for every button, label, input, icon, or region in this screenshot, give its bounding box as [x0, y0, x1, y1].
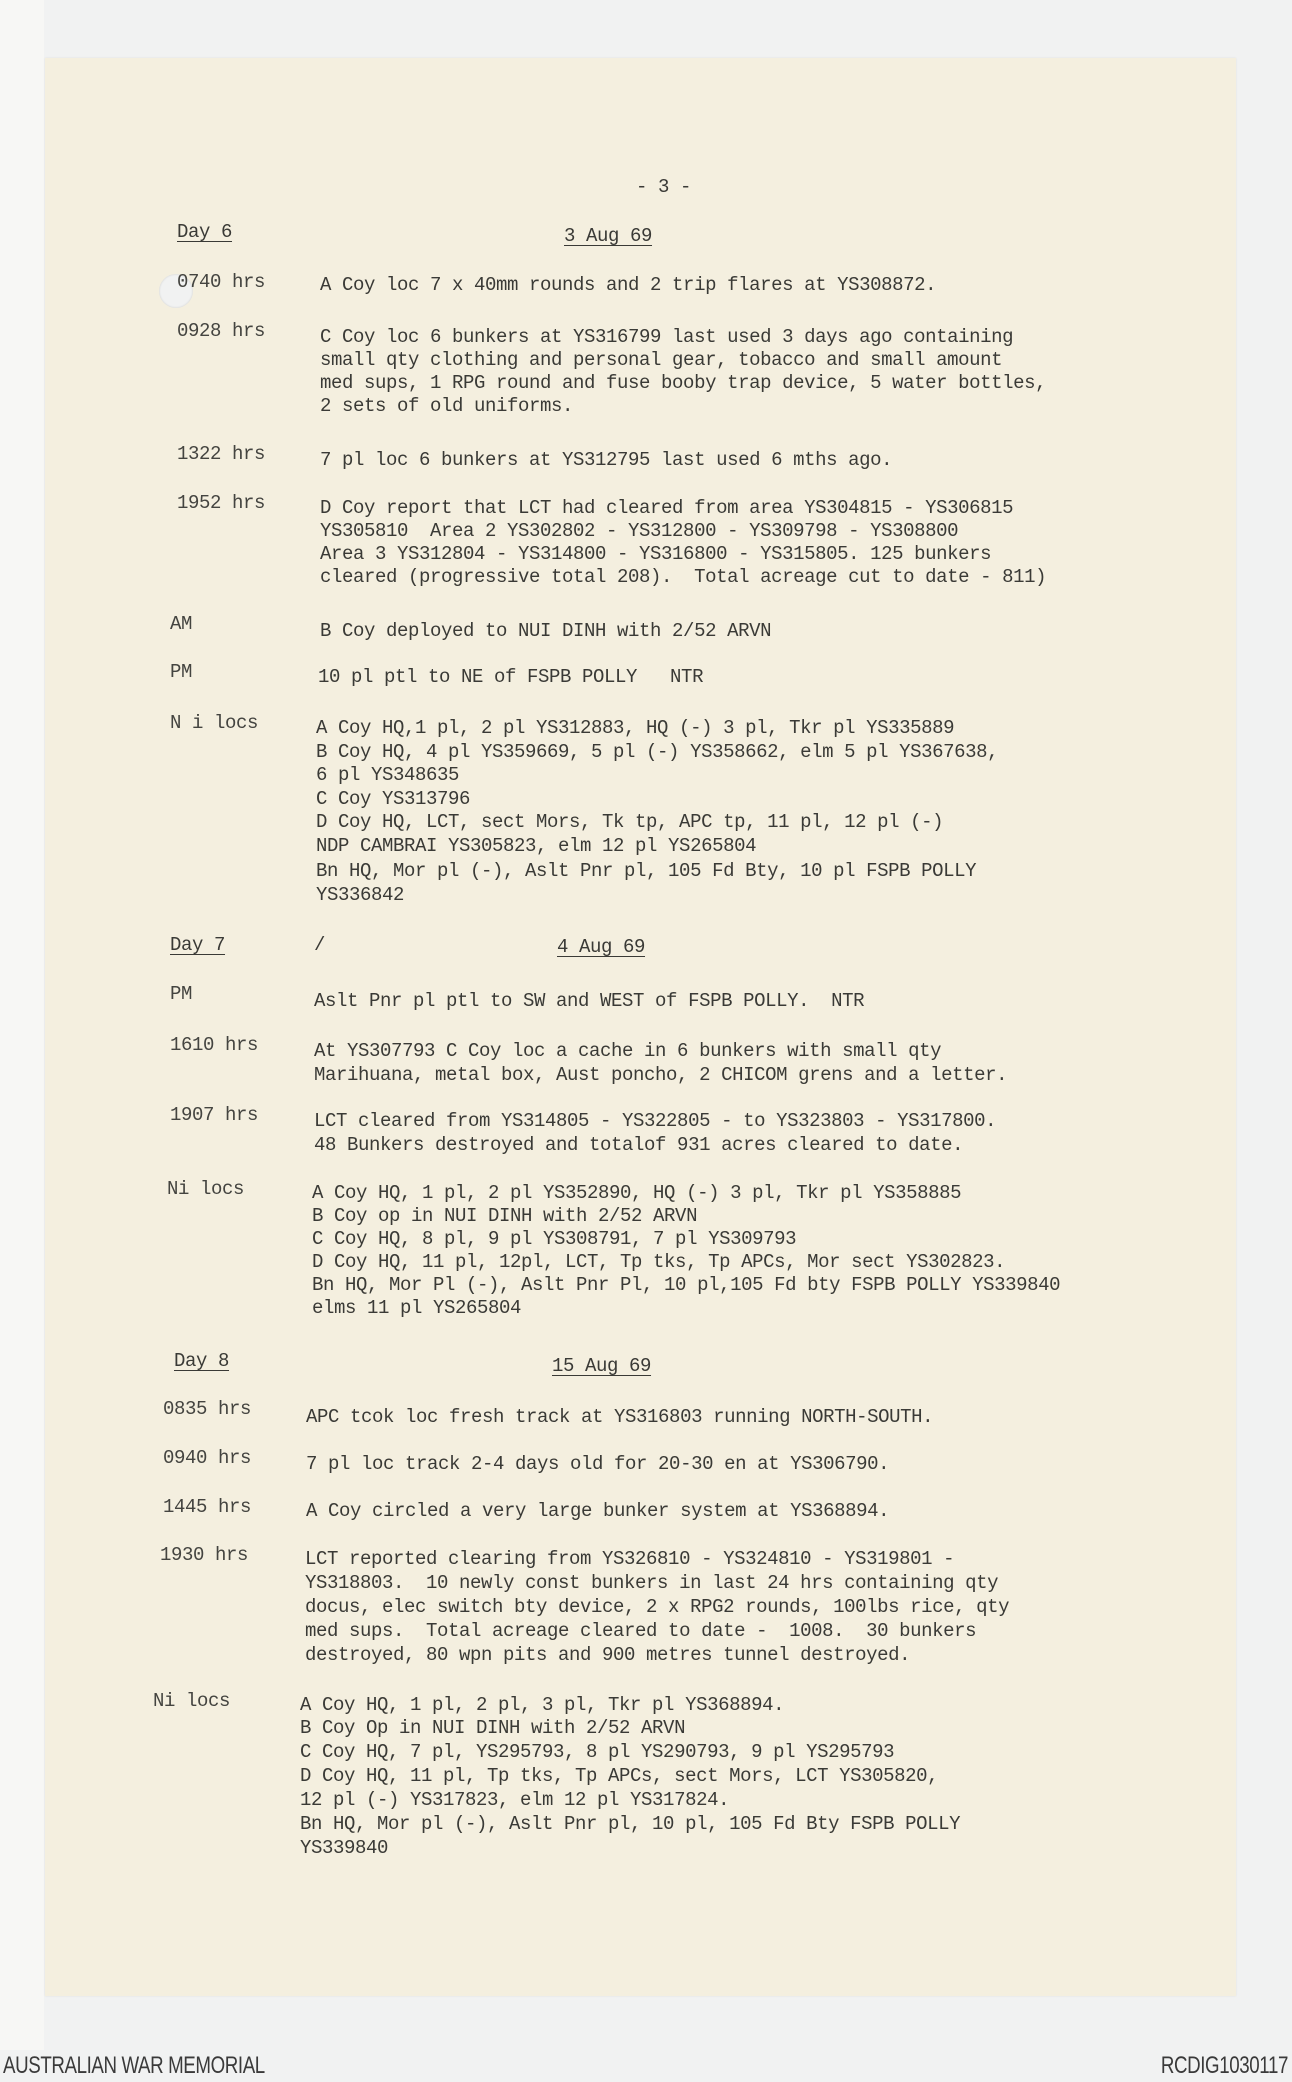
entry-time: Ni locs: [153, 1690, 231, 1712]
entry-text: Aslt Pnr pl ptl to SW and WEST of FSPB POLLY. NTR: [314, 990, 865, 1012]
entry-time: AM: [170, 613, 193, 635]
entry-text: YS305810 Area 2 YS302802 - YS312800 - YS309798 - YS308800: [320, 520, 959, 542]
day-heading: Day 7: [170, 934, 226, 956]
entry-text: docus, elec switch bty device, 2 x RPG2 rounds, 100lbs rice, qty: [305, 1596, 1010, 1618]
entry-time: 1610 hrs: [170, 1034, 259, 1056]
entry-text: APC tcok loc fresh track at YS316803 running NORTH-SOUTH.: [306, 1406, 934, 1428]
entry-time: Ni locs: [167, 1178, 245, 1200]
entry-text: B Coy deployed to NUI DINH with 2/52 ARVN: [320, 620, 772, 642]
day-heading: Day 6: [177, 221, 233, 243]
entry-text: D Coy report that LCT had cleared from area YS304815 - YS306815: [320, 497, 1014, 519]
entry-time: 1445 hrs: [163, 1496, 252, 1518]
entry-text: 2 sets of old uniforms.: [320, 395, 574, 417]
stray-mark: /: [314, 934, 326, 956]
entry-text: LCT cleared from YS314805 - YS322805 - to YS323803 - YS317800.: [314, 1110, 997, 1132]
entry-text: med sups. Total acreage cleared to date - 1008. 30 bunkers: [305, 1620, 977, 1642]
entry-text: Bn HQ, Mor Pl (-), Aslt Pnr Pl, 10 pl,105 Fd bty FSPB POLLY YS339840: [312, 1274, 1061, 1296]
entry-time: PM: [170, 983, 193, 1005]
entry-text: NDP CAMBRAI YS305823, elm 12 pl YS265804: [316, 835, 757, 857]
entry-time: 0835 hrs: [163, 1398, 252, 1420]
day-heading: Day 8: [174, 1350, 230, 1372]
day-date: 3 Aug 69: [564, 225, 653, 247]
entry-text: C Coy HQ, 8 pl, 9 pl YS308791, 7 pl YS309793: [312, 1228, 797, 1250]
entry-text: Area 3 YS312804 - YS314800 - YS316800 - YS315805. 125 bunkers: [320, 543, 992, 565]
entry-time: 1907 hrs: [170, 1104, 259, 1126]
entry-text: B Coy Op in NUI DINH with 2/52 ARVN: [300, 1717, 686, 1739]
entry-text: A Coy circled a very large bunker system at YS368894.: [306, 1500, 890, 1522]
entry-text: LCT reported clearing from YS326810 - YS324810 - YS319801 -: [305, 1548, 955, 1570]
page-number: - 3 -: [636, 176, 692, 198]
entry-time: 1322 hrs: [177, 443, 266, 465]
entry-time: PM: [170, 661, 193, 683]
entry-text: C Coy YS313796: [316, 788, 471, 810]
day-date: 15 Aug 69: [552, 1355, 652, 1377]
entry-text: D Coy HQ, 11 pl, 12pl, LCT, Tp tks, Tp APCs, Mor sect YS302823.: [312, 1251, 1006, 1273]
entry-text: destroyed, 80 wpn pits and 900 metres tunnel destroyed.: [305, 1644, 911, 1666]
entry-text: 48 Bunkers destroyed and totalof 931 acres cleared to date.: [314, 1134, 964, 1156]
entry-text: Marihuana, metal box, Aust poncho, 2 CHICOM grens and a letter.: [314, 1064, 1008, 1086]
entry-text: cleared (progressive total 208). Total acreage cut to date - 811): [320, 566, 1047, 588]
entry-text: A Coy HQ,1 pl, 2 pl YS312883, HQ (-) 3 pl, Tkr pl YS335889: [316, 717, 955, 739]
entry-text: At YS307793 C Coy loc a cache in 6 bunkers with small qty: [314, 1040, 942, 1062]
entry-text: YS336842: [316, 884, 405, 906]
entry-time: 1952 hrs: [177, 492, 266, 514]
archive-attribution: AUSTRALIAN WAR MEMORIAL: [3, 2052, 265, 2079]
entry-time: N i locs: [170, 712, 259, 734]
entry-text: small qty clothing and personal gear, tobacco and small amount: [320, 349, 1003, 371]
entry-text: YS339840: [300, 1837, 389, 1859]
entry-text: C Coy loc 6 bunkers at YS316799 last used 3 days ago containing: [320, 326, 1014, 348]
day-date: 4 Aug 69: [557, 936, 646, 958]
entry-text: D Coy HQ, 11 pl, Tp tks, Tp APCs, sect Mors, LCT YS305820,: [300, 1765, 939, 1787]
entry-text: A Coy HQ, 1 pl, 2 pl YS352890, HQ (-) 3 pl, Tkr pl YS358885: [312, 1182, 962, 1204]
entry-text: elms 11 pl YS265804: [312, 1297, 522, 1319]
archive-reference: RCDIG1030117: [1160, 2052, 1288, 2079]
entry-text: Bn HQ, Mor pl (-), Aslt Pnr pl, 10 pl, 105 Fd Bty FSPB POLLY: [300, 1813, 961, 1835]
entry-text: A Coy HQ, 1 pl, 2 pl, 3 pl, Tkr pl YS368894.: [300, 1694, 785, 1716]
entry-text: C Coy HQ, 7 pl, YS295793, 8 pl YS290793, 9 pl YS295793: [300, 1741, 895, 1763]
entry-time: 0740 hrs: [177, 271, 266, 293]
entry-text: 12 pl (-) YS317823, elm 12 pl YS317824.: [300, 1789, 730, 1811]
entry-text: 10 pl ptl to NE of FSPB POLLY NTR: [318, 666, 704, 688]
entry-text: D Coy HQ, LCT, sect Mors, Tk tp, APC tp, 11 pl, 12 pl (-): [316, 811, 944, 833]
entry-text: A Coy loc 7 x 40mm rounds and 2 trip flares at YS308872.: [320, 274, 937, 296]
entry-text: Bn HQ, Mor pl (-), Aslt Pnr pl, 105 Fd Bty, 10 pl FSPB POLLY: [316, 860, 977, 882]
entry-time: 1930 hrs: [160, 1544, 249, 1566]
entry-text: 7 pl loc track 2-4 days old for 20-30 en at YS306790.: [306, 1453, 890, 1475]
entry-time: 0928 hrs: [177, 320, 266, 342]
entry-text: 7 pl loc 6 bunkers at YS312795 last used 6 mths ago.: [320, 449, 893, 471]
entry-text: YS318803. 10 newly const bunkers in last 24 hrs containing qty: [305, 1572, 999, 1594]
entry-time: 0940 hrs: [163, 1447, 252, 1469]
scan-background: [0, 0, 44, 2050]
entry-text: B Coy HQ, 4 pl YS359669, 5 pl (-) YS358662, elm 5 pl YS367638,: [316, 741, 999, 763]
entry-text: 6 pl YS348635: [316, 764, 460, 786]
entry-text: med sups, 1 RPG round and fuse booby trap device, 5 water bottles,: [320, 372, 1047, 394]
entry-text: B Coy op in NUI DINH with 2/52 ARVN: [312, 1205, 698, 1227]
